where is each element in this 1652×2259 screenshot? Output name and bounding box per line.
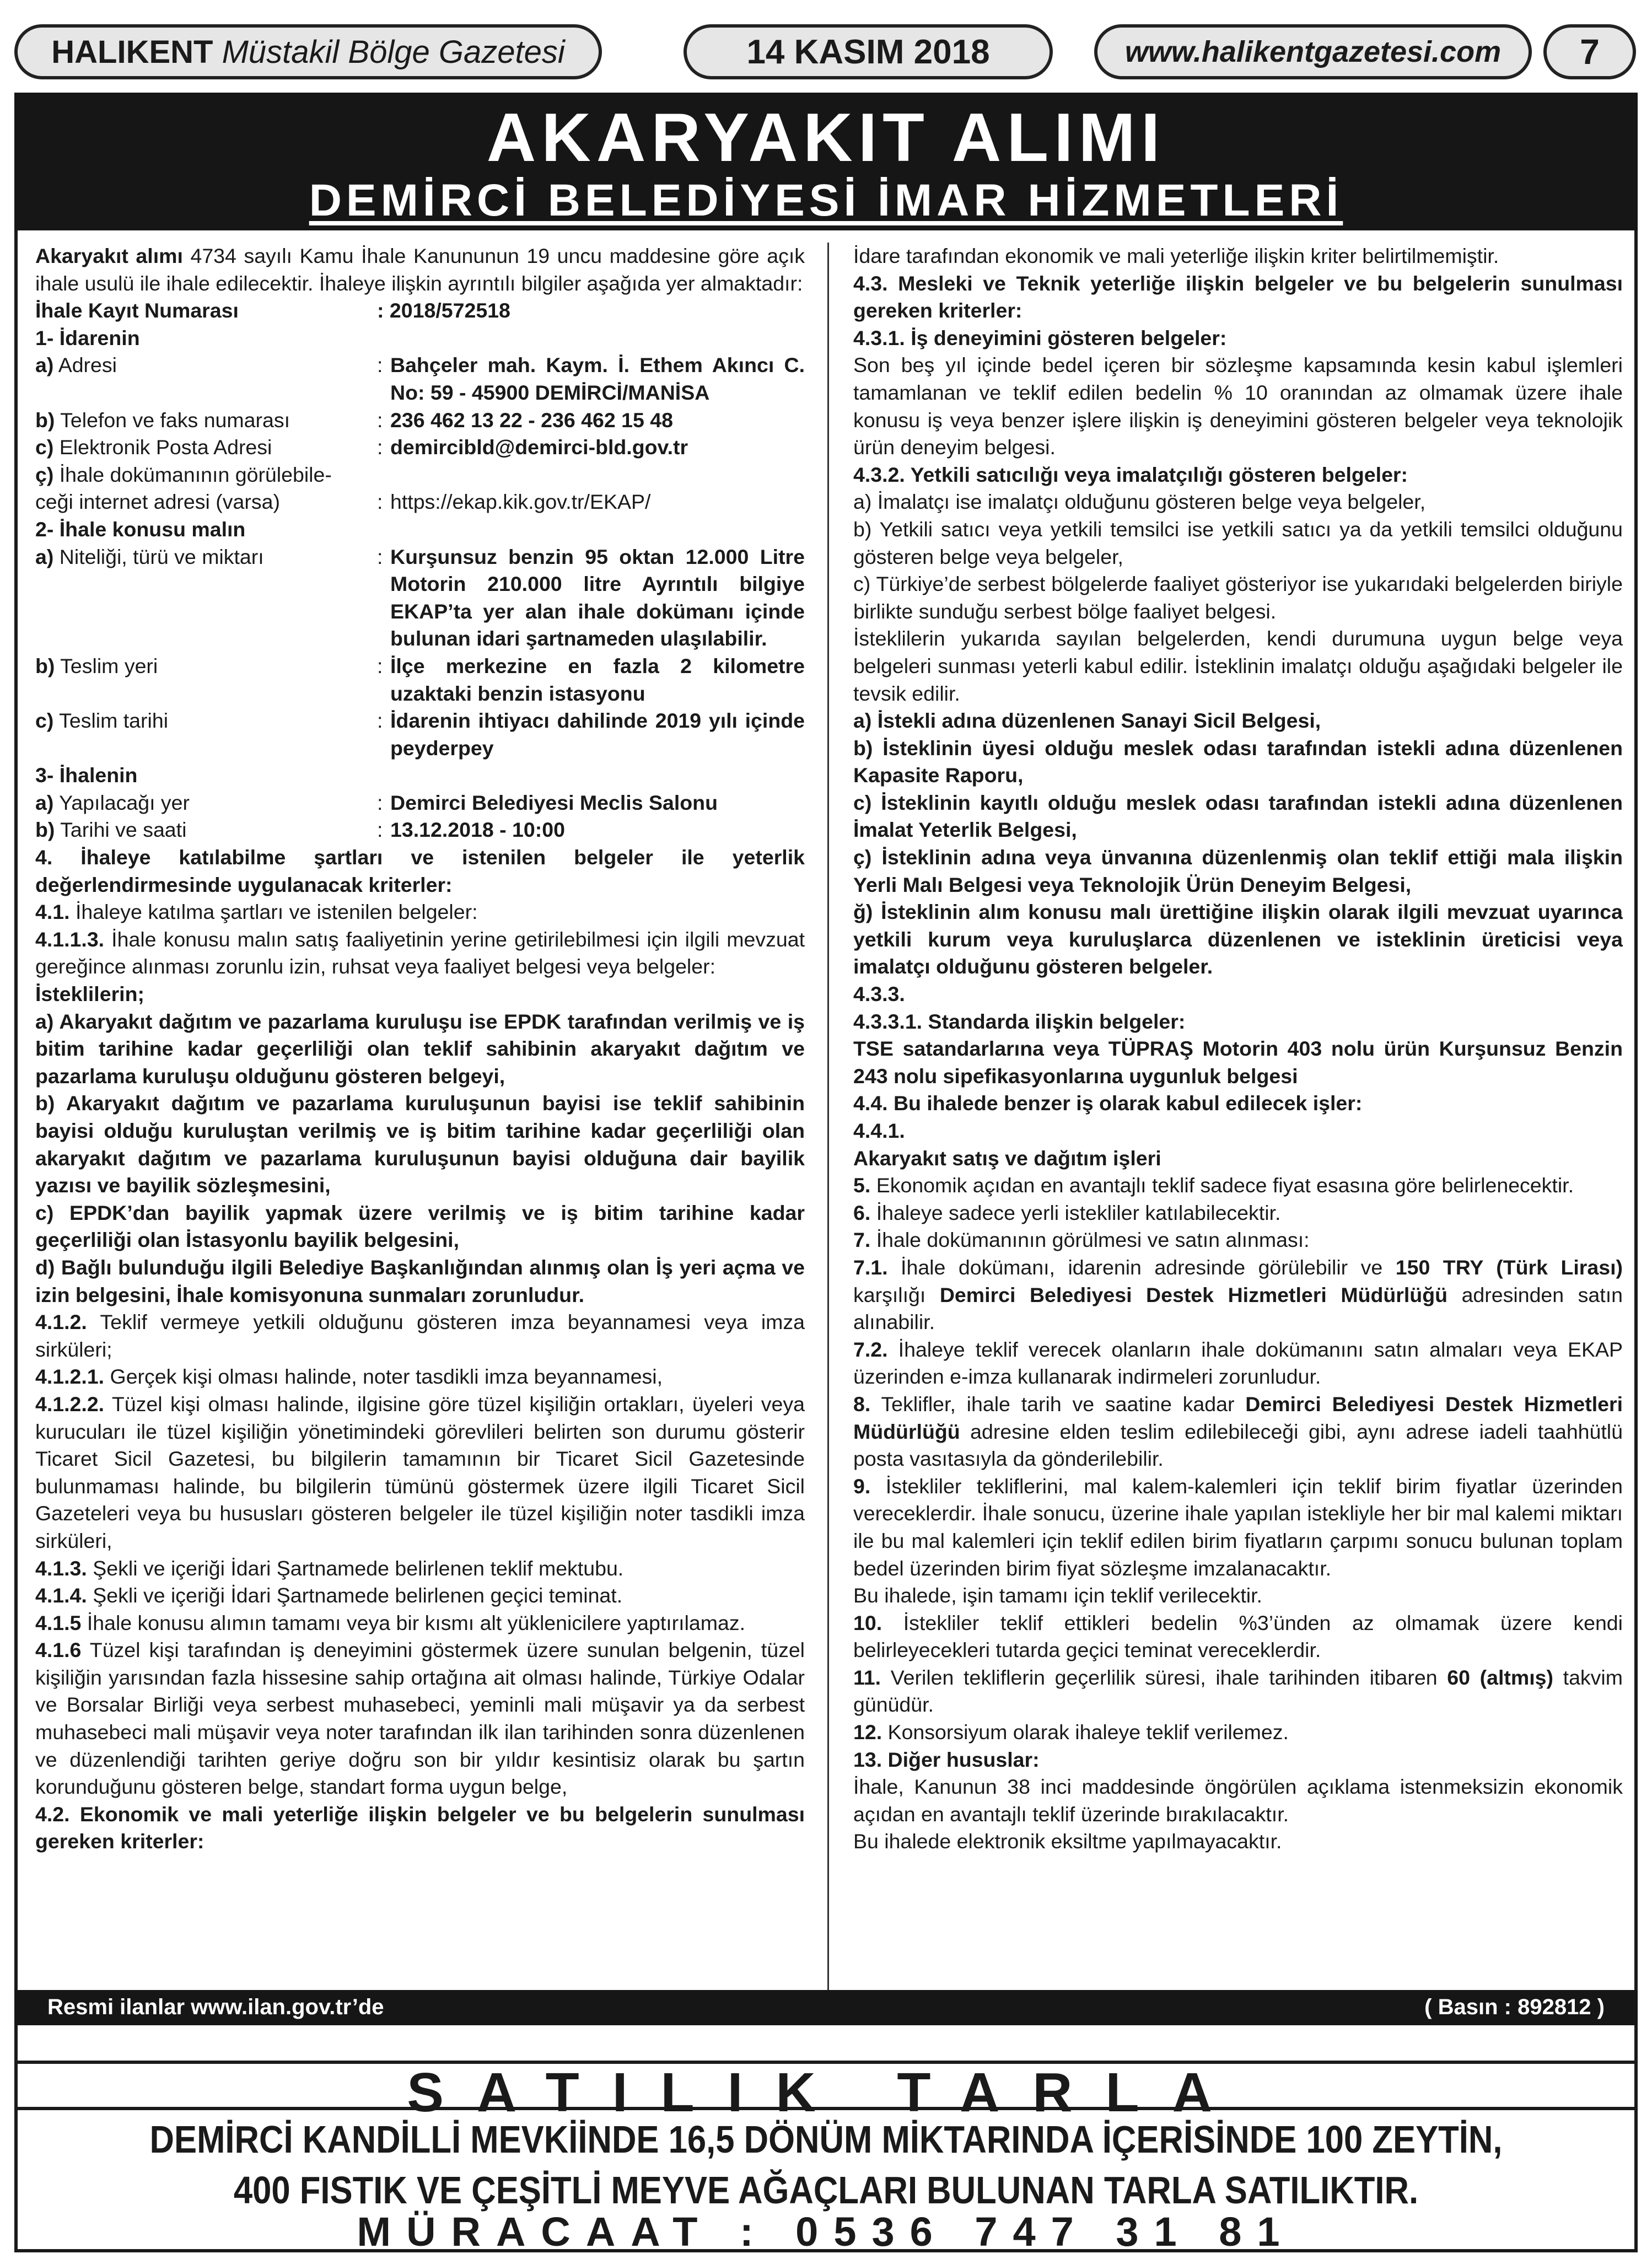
- para-4-1-1-3: 4.1.1.3. İhale konusu malın satış faaliyetinin yerine getirilebilmesi için ilgili mevzuat gereğince alınması zorunlu izin, ruhsat veya faaliyet belgesi veya belgeler:: [35, 927, 805, 978]
- paper-name: HALIKENT: [51, 34, 213, 70]
- bidders-heading: İsteklilerin;: [35, 982, 144, 1006]
- email-link[interactable]: demircibld@demirci-bld.gov.tr: [390, 435, 688, 459]
- venue-row: a) Yapılacağı yer : Demirci Belediyesi Meclis Salonu: [35, 790, 718, 814]
- requirement-gg: ğ) İsteklinin alım konusu malı ürettiğine ilişkin olarak ilgili mevzuat uyarınca yetkili kurum veya kuruluşlarca düzenlenen ve isteklinin üreticisi veya imalatçı olduğunu gösteren belgeler.: [853, 900, 1623, 978]
- section-4-heading: 4. İhaleye katılabilme şartları ve istenilen belgeler ile yeterlik değerlendirmesinde uygulanacak kriterler:: [35, 846, 805, 896]
- para-4-2-heading: 4.2. Ekonomik ve mali yeterliğe ilişkin belgeler ve bu belgelerin sunulması gereken kriterler:: [35, 1802, 805, 1853]
- registration-row: İhale Kayıt Numarası : 2018/572518: [35, 299, 510, 322]
- paper-subtitle: Müstakil Bölge Gazetesi: [222, 34, 565, 70]
- para-4-3-3-1-text: TSE satandarlarına veya TÜPRAŞ Motorin 403 nolu ürün Kurşunsuz Benzin 243 nolu sipefikasyonlarına uygunluk belgesi: [853, 1037, 1623, 1088]
- sale-description-line-2: 400 FISTIK VE ÇEŞİTLİ MEYVE AĞAÇLARI BULUNAN TARLA SATILIKTIR.: [233, 2169, 1419, 2212]
- page-number: 7: [1543, 24, 1636, 79]
- para-4-4-1: 4.4.1.: [853, 1119, 905, 1142]
- para-7-1: 7.1. İhale dokümanı, idarenin adresinde görülebilir ve 150 TRY (Türk Lirası) karşılığı Demirci Belediyesi Destek Hizmetleri Müdürlüğü adresinden satın alınabilir.: [853, 1255, 1623, 1334]
- press-number: ( Basın : 892812 ): [1424, 1995, 1605, 2019]
- sale-description-line-1: DEMİRCİ KANDİLLİ MEVKİİNDE 16,5 DÖNÜM MİKTARINDA İÇERİSİNDE 100 ZEYTİN,: [149, 2118, 1503, 2161]
- phone-row: b) Telefon ve faks numarası : 236 462 13 22 - 236 462 15 48: [35, 408, 673, 432]
- section-3-heading: 3- İhalenin: [35, 763, 138, 787]
- para-4-4-heading: 4.4. Bu ihalede benzer iş olarak kabul edilecek işler:: [853, 1091, 1363, 1115]
- ad-title: AKARYAKIT ALIMI: [486, 100, 1166, 176]
- para-12: 12. Konsorsiyum olarak ihaleye teklif verilemez.: [853, 1720, 1289, 1744]
- para-4-1-2: 4.1.2. Teklif vermeye yetkili olduğunu gösteren imza beyannamesi veya imza sirküleri;: [35, 1310, 805, 1361]
- bidder-item-b: b) Akaryakıt dağıtım ve pazarlama kuruluşunun bayisi ise teklif sahibinin bayisi olduğu kuruluştan verilmiş ve iş bitim tarihine kadar geçerliliği olan akaryakıt dağıtım ve pazarlama kuruluşunun bayisi olduğuna dair bayilik yazısı ve bayilik sözleşmesini,: [35, 1091, 805, 1197]
- right-column: [853, 243, 1623, 1990]
- para-4-3-2-c: c) Türkiye’de serbest bölgelerde faaliyet gösteriyor ise yukarıdaki belgelerden biriyle birlikte sunduğu serbest bölge faaliyet belgesi.: [853, 572, 1623, 623]
- para-4-1: 4.1. İhaleye katılma şartları ve istenilen belgeler:: [35, 900, 478, 924]
- document-url-label: ç) İhale dokümanının görülebile-: [35, 462, 332, 486]
- para-4-1-2-2: 4.1.2.2. Tüzel kişi olması halinde, ilgisine göre tüzel kişiliğin ortakları, üyeleri veya kurucuları ile tüzel kişiliğin yönetimindeki görevlileri belirten son durumu gösterir Ticaret Sicil Gazetesi, bu bilgilerin tamamının bir Ticaret Sicil Gazetesinde bulunmaması halinde, bu bilgilerin tümünü göstermek üzere ilgili Ticaret Sicil Gazeteleri veya bu hususları gösteren belgeler ile tüzel kişiliğin noter tasdikli imza sirküleri,: [35, 1392, 805, 1552]
- ad-footer-band: [14, 1990, 1638, 2025]
- para-9: 9. İstekliler tekliflerini, mal kalem-kalemleri için teklif birim fiyatlar üzerinden vereceklerdir. İhale sonucu, üzerine ihale yapılan istekliyle her bir mal kalemi miktarı ile bu mal kalemleri için teklif edilen birim fiyatların çarpımı sonucu bulunan toplam bedel üzerinden birim fiyat sözleşme imzalanacaktır.: [853, 1474, 1623, 1580]
- para-4-2-text: İdare tarafından ekonomik ve mali yeterliğe ilişkin kriter belirtilmemiştir.: [853, 244, 1499, 267]
- section-1-heading: 1- İdarenin: [35, 326, 140, 349]
- para-5: 5. Ekonomik açıdan en avantajlı teklif sadece fiyat esasına göre belirlenecektir.: [853, 1174, 1574, 1197]
- paper-name-pill: [14, 24, 602, 79]
- official-ads-link[interactable]: Resmi ilanlar www.ilan.gov.tr’de: [47, 1995, 384, 2019]
- para-8: 8. Teklifler, ihale tarih ve saatine kadar Demirci Belediyesi Destek Hizmetleri Müdürlüğü adresine elden teslim edilebileceği gibi, aynı adrese iadeli taahhütlü posta vasıtasıyla da gönderilebilir.: [853, 1392, 1623, 1471]
- para-4-3-heading: 4.3. Mesleki ve Teknik yeterliğe ilişkin belgeler ve bu belgelerin sunulması gereken kriterler:: [853, 271, 1623, 322]
- left-column: [35, 243, 805, 1990]
- requirement-b: b) İsteklinin üyesi olduğu meslek odası tarafından istekli adına düzenlenen Kapasite Raporu,: [853, 736, 1623, 787]
- requirement-c: c) İsteklinin kayıtlı olduğu meslek odası tarafından istekli adına düzenlenen İmalat Yeterlik Belgesi,: [853, 790, 1623, 842]
- column-divider: [827, 243, 829, 1990]
- para-9-extra: Bu ihalede, işin tamamı için teklif verilecektir.: [853, 1584, 1262, 1607]
- document-url-row: ceği internet adresi (varsa) : https://ekap.kik.gov.tr/EKAP/: [35, 488, 805, 516]
- email-row: c) Elektronik Posta Adresi : demircibld@demirci-bld.gov.tr: [35, 434, 805, 461]
- bidder-item-c: c) EPDK’dan bayilik yapmak üzere verilmiş ve iş bitim tarihine kadar geçerliliği olan İstasyonlu bayilik belgesini,: [35, 1201, 805, 1252]
- requirement-a: a) İstekli adına düzenlenen Sanayi Sicil Belgesi,: [853, 709, 1321, 733]
- para-4-3-2-heading: 4.3.2. Yetkili satıcılığı veya imalatçılığı gösteren belgeler:: [853, 462, 1408, 486]
- intro-paragraph: Akaryakıt alımı 4734 sayılı Kamu İhale Kanununun 19 uncu maddesine göre açık ihale usulü ile ihale edilecektir. İhaleye ilişkin ayrıntılı bilgiler aşağıda yer almaktadır:: [35, 244, 805, 295]
- para-4-3-1-text: Son beş yıl içinde bedel içeren bir sözleşme kapsamında kesin kabul işlemleri tamamlanan ve teklif edilen bedelin % 10 oranından az olmamak üzere ihale konusu iş veya benzer işlere ilişkin iş deneyimini gösteren belgeler veya teknolojik ürün deneyim belgesi.: [853, 353, 1623, 459]
- bidder-item-a: a) Akaryakıt dağıtım ve pazarlama kuruluşu ise EPDK tarafından verilmiş ve iş bitim tarihine kadar geçerliliği olan teklif sahibinin akaryakıt dağıtım ve pazarlama kuruluşu olduğunu gösteren belgeyi,: [35, 1009, 805, 1088]
- datetime-row: b) Tarihi ve saati : 13.12.2018 - 10:00: [35, 818, 565, 842]
- para-4-3-3-1-heading: 4.3.3.1. Standarda ilişkin belgeler:: [853, 1009, 1186, 1033]
- delivery-date-row: c) Teslim tarihi : İdarenin ihtiyacı dahilinde 2019 yılı içinde peyderpey: [35, 709, 805, 760]
- para-6: 6. İhaleye sadece yerli istekliler katılabilecektir.: [853, 1201, 1281, 1224]
- para-13-text-2: Bu ihalede elektronik eksiltme yapılmayacaktır.: [853, 1830, 1282, 1853]
- para-4-4-1-text: Akaryakıt satış ve dağıtım işleri: [853, 1146, 1161, 1170]
- para-7: 7. İhale dokümanının görülmesi ve satın alınması:: [853, 1228, 1310, 1252]
- ad-subtitle: DEMİRCİ BELEDİYESİ İMAR HİZMETLERİ: [309, 175, 1343, 225]
- delivery-place-row: b) Teslim yeri : İlçe merkezine en fazla 2 kilometre uzaktaki benzin istasyonu: [35, 654, 805, 705]
- para-4-1-3: 4.1.3. Şekli ve içeriği İdari Şartnamede belirlenen teklif mektubu.: [35, 1556, 624, 1580]
- para-7-2: 7.2. İhaleye teklif verecek olanların ihale dokümanını satın almaları veya EKAP üzerinden e-imza kullanarak indirmeleri zorunludur.: [853, 1337, 1623, 1389]
- para-4-1-4: 4.1.4. Şekli ve içeriği İdari Şartnamede belirlenen geçici teminat.: [35, 1584, 623, 1607]
- issue-date: 14 KASIM 2018: [684, 24, 1053, 79]
- para-4-3-1-heading: 4.3.1. İş deneyimini gösteren belgeler:: [853, 326, 1227, 349]
- para-4-1-6: 4.1.6 Tüzel kişi tarafından iş deneyimini göstermek üzere sunulan belgenin, tüzel kişiliğin yarısından fazla hissesine sahip ortağına ait olması halinde, Türkiye Odalar ve Borsalar Birliği veya serbest muhasebeci, yeminli mali müşavir ya da serbest muhasebeci mali müşavir veya noter tarafından ilk ilan tarihinden sonra düzenlenen ve düzenlendiği tarihten geriye doğru son bir yıldır kesintisiz olarak bu şartın korunduğunu gösteren belge, standart forma uygun belge,: [35, 1638, 805, 1799]
- para-4-3-3: 4.3.3.: [853, 982, 905, 1006]
- address-row: a) Adresi : Bahçeler mah. Kaym. İ. Ethem Akıncı C. No: 59 - 45900 DEMİRCİ/MANİSA: [35, 353, 805, 404]
- ekap-link[interactable]: https://ekap.kik.gov.tr/EKAP/: [390, 490, 651, 514]
- website-link[interactable]: www.halikentgazetesi.com: [1094, 24, 1532, 79]
- bidder-item-d: d) Bağlı bulunduğu ilgili Belediye Başkanlığından alınmış olan İş yeri açma ve izin belgesini, İhale komisyonuna sunmaları zorunludur.: [35, 1255, 805, 1306]
- para-4-3-2-a: a) İmalatçı ise imalatçı olduğunu gösteren belge veya belgeler,: [853, 490, 1426, 514]
- para-4-1-2-1: 4.1.2.1. Gerçek kişi olması halinde, noter tasdikli imza beyannamesi,: [35, 1365, 663, 1389]
- para-13-text-1: İhale, Kanunun 38 inci maddesinde öngörülen açıklama istenmeksizin ekonomik açıdan en avantajlı teklif üzerinde bırakılacaktır.: [853, 1775, 1623, 1826]
- para-4-3-2-d: İsteklilerin yukarıda sayılan belgelerden, kendi durumuna uygun belge veya belgeleri sunması yeterli kabul edilir. İsteklinin imalatçı olduğu aşağıdaki belgeler ile tevsik edilir.: [853, 627, 1623, 705]
- sale-contact: MÜRACAAT : 0536 747 31 81: [357, 2209, 1295, 2255]
- para-13-heading: 13. Diğer hususlar:: [853, 1747, 1040, 1771]
- section-2-heading: 2- İhale konusu malın: [35, 517, 246, 541]
- quantity-row: a) Niteliği, türü ve miktarı : Kurşunsuz benzin 95 oktan 12.000 Litre Motorin 210.000 litre Ayrıntılı bilgiye EKAP’ta yer alan ihale dokümanı içinde bulunan idari şartnameden ulaşılabilir.: [35, 545, 805, 650]
- para-11: 11. Verilen tekliflerin geçerlilik süresi, ihale tarihinden itibaren 60 (altmış) takvim günüdür.: [853, 1665, 1623, 1717]
- sale-title: SATILIK TARLA: [407, 2062, 1245, 2123]
- para-10: 10. İstekliler teklif ettikleri bedelin %3’ünden az olmamak üzere kendi belirleyecekleri tutarda geçici teminat vereceklerdir.: [853, 1611, 1623, 1662]
- para-4-3-2-b: b) Yetkili satıcı veya yetkili temsilci ise yetkili satıcı ya da yetkili temsilci olduğunu gösteren belge veya belgeler,: [853, 517, 1623, 568]
- para-4-1-5: 4.1.5 İhale konusu alımın tamamı veya bir kısmı alt yüklenicilere yaptırılamaz.: [35, 1611, 746, 1634]
- requirement-cc: ç) İsteklinin adına veya ünvanına düzenlenmiş olan teklif ettiği mala ilişkin Yerli Malı Belgesi veya Teknolojik Ürün Deneyim Belgesi,: [853, 846, 1623, 896]
